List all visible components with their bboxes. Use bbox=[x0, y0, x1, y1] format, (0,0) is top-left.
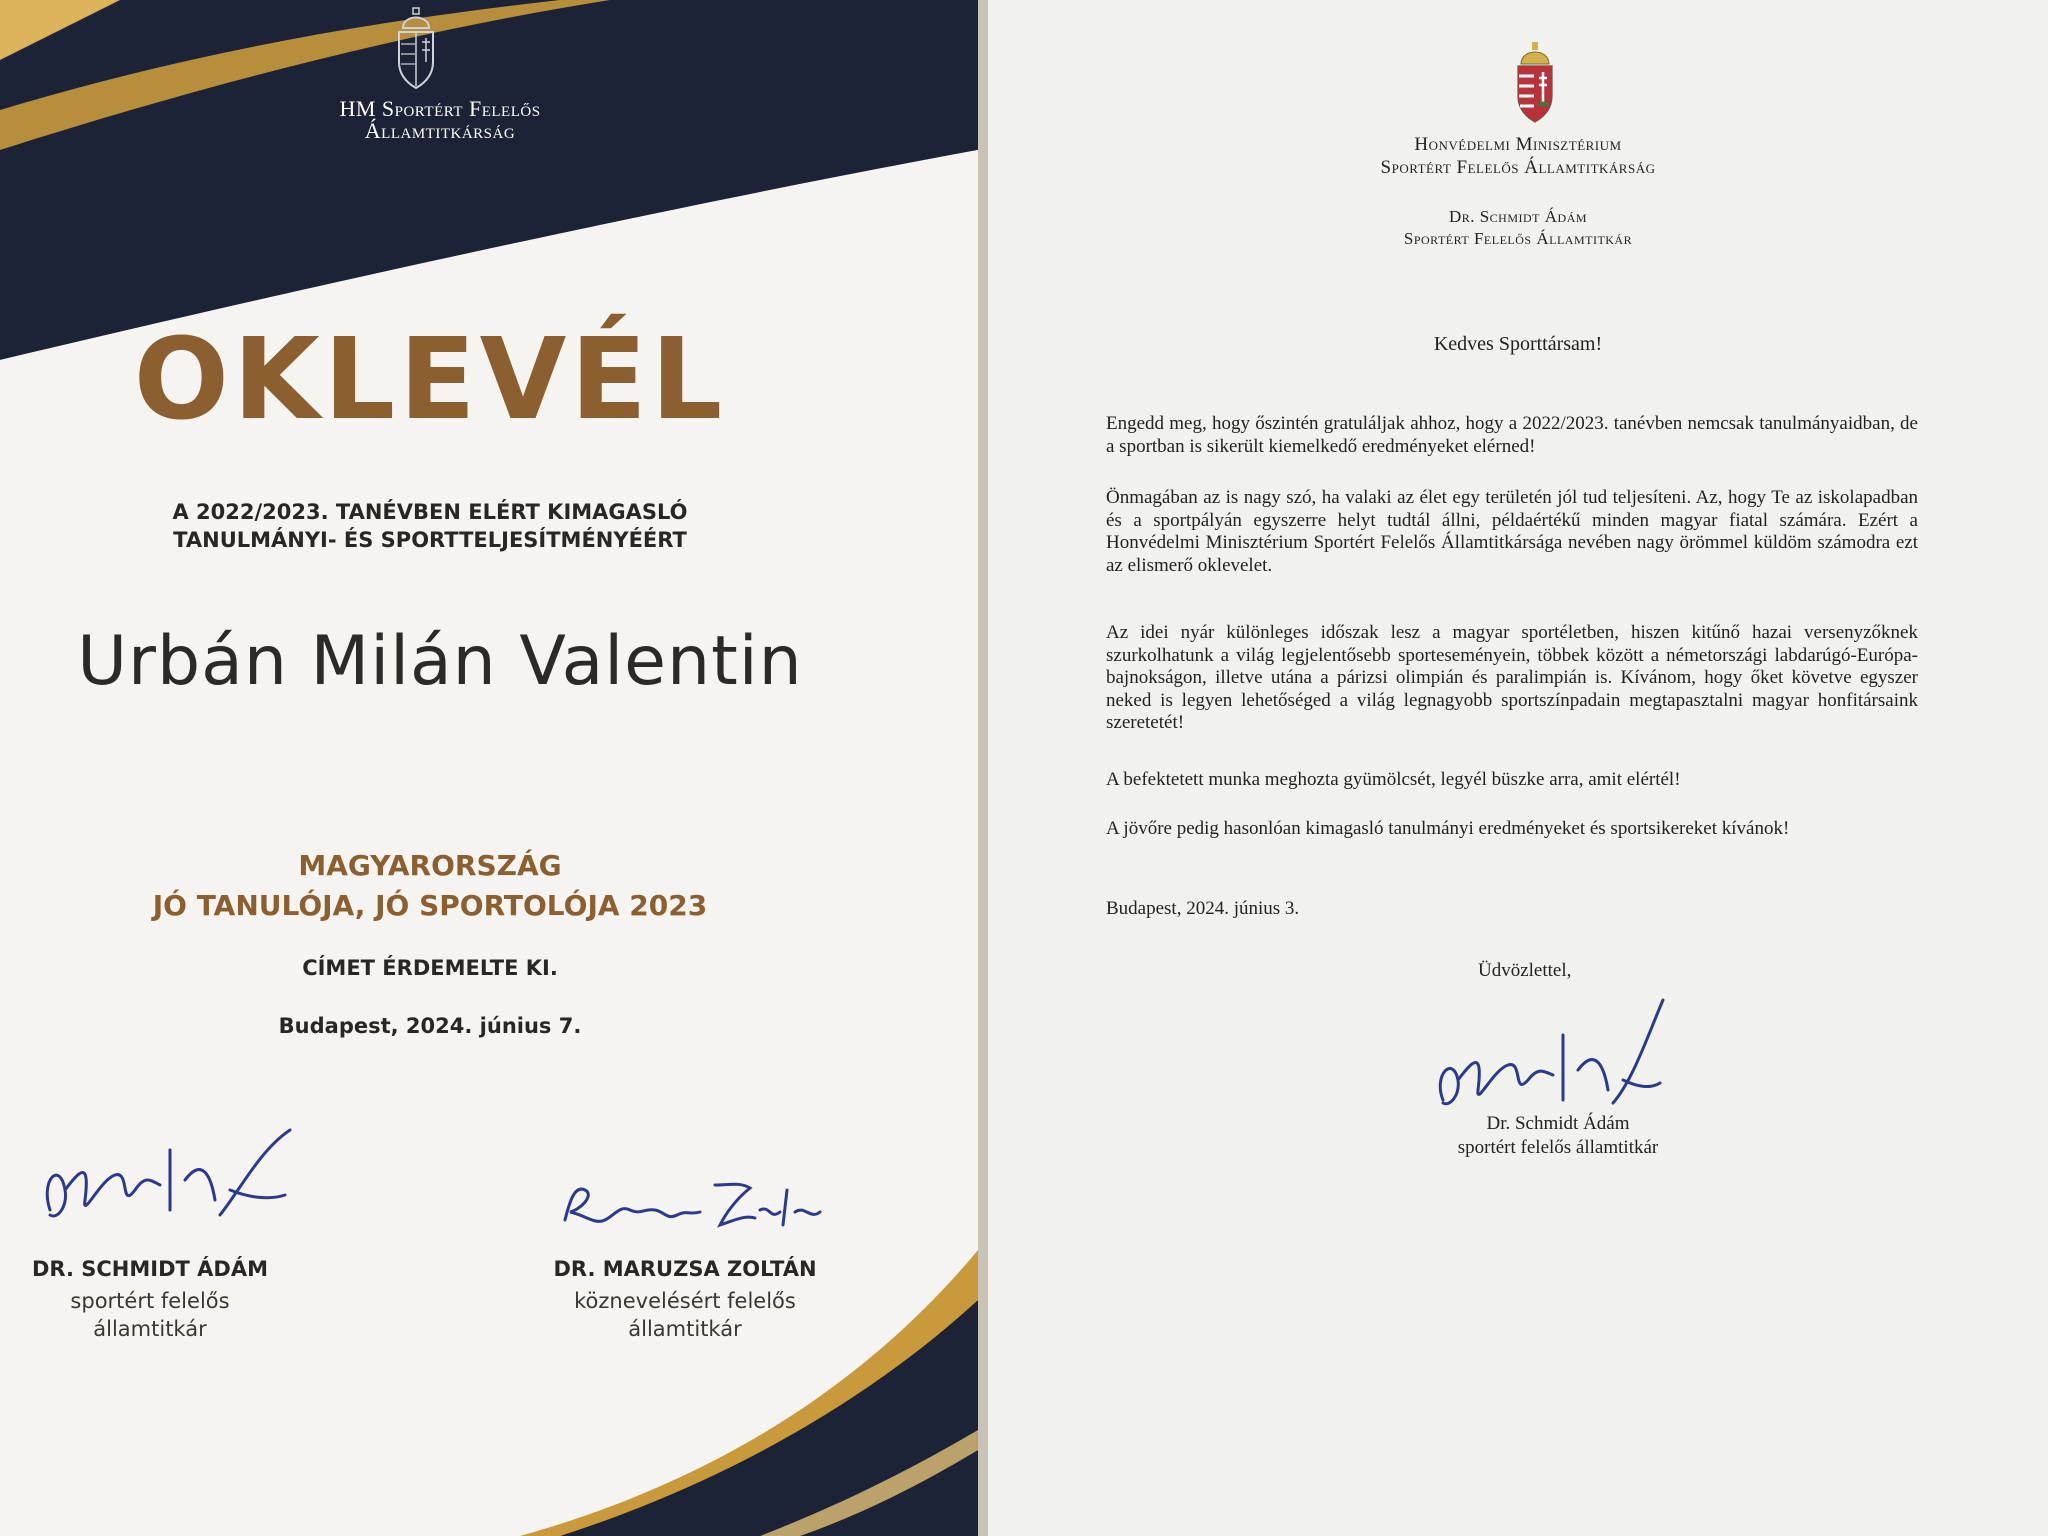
signatory-1-role-line1: sportért felelős bbox=[70, 1289, 230, 1313]
letter-paragraph-1: Engedd meg, hogy őszintén gratuláljak ahhoz, hogy a 2022/2023. tanévben nemcsak tanulmányaidban, de a sportban is sikerült kiemelkedő eredményeket elérned! bbox=[1106, 413, 1918, 457]
letter-closing: Üdvözlettel, bbox=[1478, 960, 1572, 981]
letter-paragraph-2: Önmagában az is nagy szó, ha valaki az élet egy területén jól tud teljesíteni. Az, hogy Te az iskolapadban és a sportpályán egyszerre helyt tudtál állni, példaértékű minden magyar fiatal számára. Ezért a Honvédelmi Minisztérium Sportért Felelős Államtitkársága nevében nagy örömmel küldöm számodra ezt az elismerő oklevelet. bbox=[1106, 487, 1918, 576]
org-name-line1: HM Sportért Felelős bbox=[339, 96, 541, 121]
letter-signer-role: sportért felelős államtitkár bbox=[1457, 1137, 1659, 1158]
earned-text: CÍMET ÉRDEMELTE KI. bbox=[302, 956, 558, 980]
subtitle-line1: A 2022/2023. TANÉVBEN ELÉRT KIMAGASLÓ bbox=[172, 500, 688, 524]
letter-greeting: Kedves Sporttársam! bbox=[1433, 333, 1603, 355]
signatory-2-role-line1: köznevelésért felelős bbox=[574, 1289, 796, 1313]
letter-signer-name: Dr. Schmidt Ádám bbox=[1486, 1113, 1630, 1134]
signatory-2-role-line2: államtitkár bbox=[628, 1317, 742, 1341]
certificate-title: OKLEVÉL bbox=[133, 315, 727, 445]
subtitle-line2: TANULMÁNYI- ÉS SPORTTELJESÍTMÉNYÉÉRT bbox=[173, 528, 687, 552]
letter-date: Budapest, 2024. június 3. bbox=[1106, 898, 1300, 919]
letter-signature bbox=[1428, 995, 1668, 1125]
letter-paragraph-3: Az idei nyár különleges időszak lesz a magyar sportéletben, hiszen kitűnő hazai versenyzőknek szurkolhatunk a világ legjelentősebb sporteseményein, többek között a németországi labdarúgó-Európa-bajnokságon, illetve utána a párizsi olimpián és paralimpián is. Kívánom, hogy őket követve egyszer neked is legyen lehetőséged a világ legnagyobb sportszínpadain megtapasztalni magyar honfitársaink szeretetét! bbox=[1106, 622, 1918, 733]
letter-header-ministry: Honvédelmi Minisztérium bbox=[1414, 134, 1622, 155]
certificate-date: Budapest, 2024. június 7. bbox=[278, 1014, 582, 1038]
letter-header-department: Sportért Felelős Államtitkárság bbox=[1380, 157, 1656, 178]
recipient-name: Urbán Milán Valentin bbox=[77, 622, 803, 701]
letter bbox=[988, 0, 2048, 1536]
signature-maruzsa bbox=[555, 1170, 835, 1240]
award-line2: JÓ TANULÓJA, JÓ SPORTOLÓJA 2023 bbox=[152, 889, 708, 922]
signatory-1-name: DR. SCHMIDT ÁDÁM bbox=[31, 1257, 268, 1281]
letter-header-name: Dr. Schmidt Ádám bbox=[1448, 207, 1588, 226]
signatory-2-name: DR. MARUZSA ZOLTÁN bbox=[553, 1257, 817, 1281]
letter-paragraph-5: A jövőre pedig hasonlóan kimagasló tanulmányi eredményeket és sportsikereket kívánok! bbox=[1106, 818, 1790, 839]
coat-of-arms-icon bbox=[1513, 40, 1557, 124]
org-name-line2: Államtitkárság bbox=[364, 118, 516, 143]
coat-of-arms-icon bbox=[393, 4, 439, 90]
letter-header-title: Sportért Felelős Államtitkár bbox=[1403, 229, 1633, 248]
award-line1: MAGYARORSZÁG bbox=[298, 849, 562, 882]
signatory-1-role-line2: államtitkár bbox=[93, 1317, 207, 1341]
signature-schmidt bbox=[20, 1120, 300, 1240]
page-gap bbox=[978, 0, 988, 1536]
letter-paragraph-4: A befektetett munka meghozta gyümölcsét, legyél büszke arra, amit elértél! bbox=[1106, 769, 1681, 790]
certificate bbox=[0, 0, 978, 1536]
